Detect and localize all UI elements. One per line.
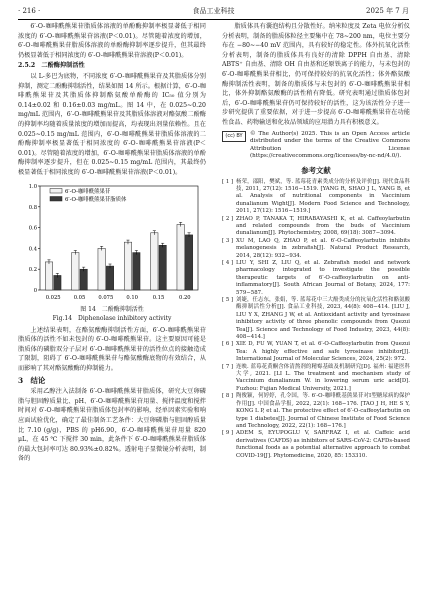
references-title: 参考文献 — [301, 165, 331, 175]
journal-name: 食品工业科技 — [192, 7, 235, 15]
reference-number: [ 3 ] — [222, 237, 234, 244]
reference-number: [ 4 ] — [222, 259, 234, 266]
reference-item — [222, 393, 410, 430]
reference-text: XIE D, FU W, YUAN T, et al. 6′-O-Caffeoylarbutin from Quezui Tea: A highly effective and safe tyrosinase inhibitor[J]. International Journal of Molecular Sciences, 2024, 25(2): 972. — [236, 341, 410, 363]
x-tick-label: 0.10 — [126, 294, 138, 301]
reference-item — [222, 364, 410, 394]
cc-license-icon: (cc) BY — [222, 131, 246, 142]
reference-list — [222, 179, 410, 460]
reference-item — [222, 297, 410, 341]
bar-liposome — [159, 245, 166, 290]
x-tick-label: 0.075 — [98, 294, 114, 301]
reference-text: LIU Y, SHI Z, LIU Q, et al. Zebrafish model and network pharmacology integrated to investigate the possible therapeutic targets of 6′-O-caffeoylarbutin on anti-inflammatory[J]. South African Journal of Botany, 2024, 177: 579−587. — [236, 259, 410, 296]
right-column — [222, 22, 410, 460]
reference-text: 刘婕，任志东，张娟，等. 蓝莓花中三大酚类成分的抗氧化活性和酪氨酸酶抑制活性分析[J]. 食品工业科技, 2023, 44(8): 408−414. [LIU J, LIU Y X, ZHANG J W, et al. Antioxidant activity and tyrosinase inhibitory activity of three phenolic compounds from Quezui Tea[J]. Science and Technology of Food Industry, 2023, 44(8): 408−414.] — [236, 297, 410, 341]
reference-text: 陶俊颖，何婷婷，孔令国，等. 6′-O-咖啡酰基熊果苷对Ⅰ型糖尿病的保护作用[J]. 中国食品学报, 2022, 22(1): 168−176. [TAO J H, HE S Y, KONG L P, et al. The protective effect of 6′-O-caffeoylarbutin on type 1 diabetes[J]. Journal of Chinese Institute of Food Science and Technology, 2022, 22(1): 168−176.] — [236, 393, 410, 429]
reference-text: 杨荣，邵阳，樊斌，等. 蓝莓花青素类成分的分析及评价[J]. 现代食品科技, 2011, 27(12): 1516−1519. [YANG R, SHAO J L, YANG B, et al. Analysis of nutritional components in Vaccinium dunalianum Wight[J]. Modern Food Science and Technology, 2011, 27(12): 1516−1519.] — [236, 178, 410, 215]
reference-number: [ 1 ] — [222, 178, 234, 185]
x-tick-label: 0.20 — [179, 294, 191, 301]
reference-number: [ 5 ] — [222, 297, 234, 303]
bar-caffeoylarbutin — [45, 261, 52, 289]
figure-caption — [18, 305, 206, 324]
bar-liposome — [54, 275, 61, 290]
bar-caffeoylarbutin — [151, 232, 158, 289]
paragraph: 6′-O-咖啡酰熊果苷脂质体溶液的单酚酶抑制率极显著低于相同浓度的 6′-O-咖啡酰熊果苷溶液(P＜0.01)。尽管随着浓度的增加，6′-O-咖啡酰熊果苷脂质体溶液的单酚酶抑制率逐步提升，但其最终仍极显著低于相同浓度的 6′-O-咖啡酰熊果苷溶液(P＜0.01)。 — [18, 23, 206, 59]
reference-item — [222, 260, 410, 297]
x-tick-label: 0.15 — [152, 294, 165, 301]
legend-label: 6′-O-咖啡酰熊果苷脂质体 — [65, 196, 127, 203]
reference-item — [222, 430, 410, 460]
reference-number: [ 9 ] — [222, 430, 234, 437]
bar-liposome — [133, 252, 140, 289]
y-tick-label: 0.2 — [28, 266, 37, 273]
reference-number: [ 6 ] — [222, 341, 234, 348]
reference-number: [ 7 ] — [222, 363, 234, 370]
section-heading: 2.5.2 二酚酶抑制活性 — [18, 62, 85, 70]
reference-text: 连映. 蓝莓花黄酮含体清熬剂的精霉基础及机制研究[D]. 福州: 福建医科大学, 2021. [LI L. The treatment and mechanism study of Vaccinium dunalianum W. in lowering serum uric acid[D]. Fuzhou: Fujian Medical University, 2021.] — [236, 363, 410, 392]
diphenolase-bar-chart — [18, 180, 206, 304]
bar-liposome — [185, 234, 192, 289]
bar-caffeoylarbutin — [72, 252, 79, 289]
reference-number: [ 8 ] — [222, 393, 234, 400]
y-tick-label: 0.4 — [28, 245, 37, 252]
paragraph: 采用乙醇注入法制备 6′-O-咖啡酰熊果苷脂质体，研究大豆卵磷脂与胆固醇质量比、pH、6′-O-咖啡酰熊果苷用量、搅拌温度和搅拌时间对 6′-O-咖啡酰熊果苷脂质体包封率的影响，经单因素实验和响应面试验优化，确定了最佳制备工艺条件：大豆卵磷脂与胆固醇质量比 7.10 (g/g)，PBS 的 pH6.90，6′-O-咖啡酰熊果苷用量 820 μL，在 45 ℃ 下搅拌 30 min，此条件下 6′-O-咖啡酰熊果苷脂质体的最大包封率可达 80.93%±0.82%。透射电子显微镜分析表明，制备的 — [18, 388, 206, 463]
y-tick-label: 0.8 — [28, 204, 37, 211]
figure-caption-en: Fig.14 Diphenolase inhibitory activity — [52, 315, 172, 323]
bar-caffeoylarbutin — [177, 224, 184, 290]
reference-item — [222, 341, 410, 363]
page-number: · 216 · — [18, 7, 41, 15]
reference-text: ADEM S, EYUPOGLU V, SARFRAZ I, et al. Caffeic acid derivatives (CAFDS) as inhibitors of SARS-CoV-2: CAFDs-based functional foods as a potential alternative approach to combat COVID-19[J]. Phytomedicine, 2020, 85: 153310. — [236, 430, 410, 459]
y-tick-label: 1.0 — [28, 183, 37, 190]
bar-liposome — [80, 269, 87, 290]
reference-number: [ 2 ] — [222, 215, 234, 222]
reference-item — [222, 179, 410, 216]
reference-text: ZHAO P, TANAKA T, HIRABAYASHI K, et al. Caffeoylarbutin and related compounds from the buds of Vaccinium dunalianum[J]. Phytochemistry, 2008, 69(18): 3087−3094. — [236, 215, 410, 237]
reference-text: XU M, LAO Q, ZHAO P, et al. 6′-O-Caffeoylarbutin inhibits melanogenesis in zebrafish[J]. Natural Product Research, 2014, 28(12): 932−934. — [236, 237, 410, 259]
reference-item — [222, 216, 410, 238]
y-tick-label: 0.6 — [28, 225, 37, 232]
reference-item — [222, 238, 410, 260]
legend-swatch — [50, 188, 62, 193]
bar-caffeoylarbutin — [98, 248, 105, 290]
license-text: © The Author(s) 2025. This is an Open Access article distributed under the terms of the Creative Commons Attribution License (https://creativecommons.org/licenses/by-nc-nd/4.0/). — [250, 130, 410, 160]
paragraph: 上述结果表明，在酪氨酸酶抑制活性方面，6′-O-咖啡酰熊果苷脂质体的活性不如未包封的 6′-O-咖啡酰熊果苷。这主要原因可能是脂质体的磷脂双分子层对 6′-O-咖啡酰熊果苷的活性位点的接触造成了限制，阻碍了 6′-O-咖啡酰熊果苷与酪氨酸酶底物的有效结合，从而影响了其对酪氨酸酶的抑制能力。 — [18, 326, 206, 373]
legend-label: 6′-O-咖啡酰熊果苷 — [65, 188, 111, 195]
bar-liposome — [106, 266, 113, 290]
y-tick-label: 0 — [33, 287, 37, 294]
paragraph: 以 L-多巴为底物，不同浓度 6′-O-咖啡酰熊果苷及其脂质体分别抑制，测定二酚酶抑制活性，结果如图 14 所示。根据计算，6′-O-咖啡酰熊果苷及其脂质体抑制酪氨酸单酚酶的 IC₅₀ 值分别为 0.14±0.02 和 0.16±0.03 mg/mL。图 14 中，在 0.025~0.20 mg/mL 范围内，6′-O-咖啡酰熊果苷及其脂质体溶液对酪氨酸二酚酶的抑制率均随着质量浓度的增加而提高，均表现出剂量依赖性。且在 0.025~0.15 mg/mL 范围内，6′-O-咖啡酰熊果苷脂质体溶液的二酚酶抑制率极显著低于相同浓度的 6′-O-咖啡酰熊果苷溶液(P＜0.01)。尽管随着浓度的增加，6′-O-咖啡酰熊果苷脂质体溶液的单酚酶抑制率逐步提升，但在 0.025~0.15 mg/mL 范围内，其最终仍极显著低于相同浓度的 6′-O-咖啡酰熊果苷溶液(P＜0.01)。 — [18, 72, 206, 176]
figure-caption-cn: 图 14 二酚酶抑制活性 — [80, 305, 144, 313]
issue-date: 2025 年 7 月 — [366, 7, 409, 15]
section-heading-conclusion: 3 结论 — [18, 375, 46, 385]
x-tick-label: 0.025 — [45, 294, 61, 301]
page-header — [18, 3, 409, 20]
x-tick-label: 0.05 — [73, 294, 86, 301]
bar-caffeoylarbutin — [124, 242, 131, 290]
legend-swatch — [50, 196, 62, 201]
paragraph: 脂质体具有囊泡结构且分散性好。纳米粒度及 Zeta 电位分析仪分析表明，制备的脂质体粒径主要集中在 78~200 nm，电位主要分布在 −80~−40 mV 范围内，具有较好的稳定性。体外抗氧化活性分析表明，制备的脂质体具有良好的清除 DPPH 自由基、清除 ABTS⁺ 自由基、清除 OH 自由基和还原铁离子的能力，与未包封的 6′-O-咖啡酰熊果苷相比，仍可保持较好的抗氧化活性；体外酪氨酸酶抑制活性表明，制备的脂质体与未包封的 6′-O-咖啡酰熊果苷相比，体外抑制酪氨酸酶的活性稍有降低。研究表明通过脂质体包封后，6′-O-咖啡酰熊果苷仍可保持较好的活性，这为该活性分子进一步研究提供了重要依据，对于进一步提高 6′-O-咖啡酰熊果苷在功能性食品、药物输送和化妆品领域的应用潜力具有积极意义。 — [222, 23, 410, 126]
license-block — [222, 131, 410, 161]
left-column — [18, 22, 206, 464]
